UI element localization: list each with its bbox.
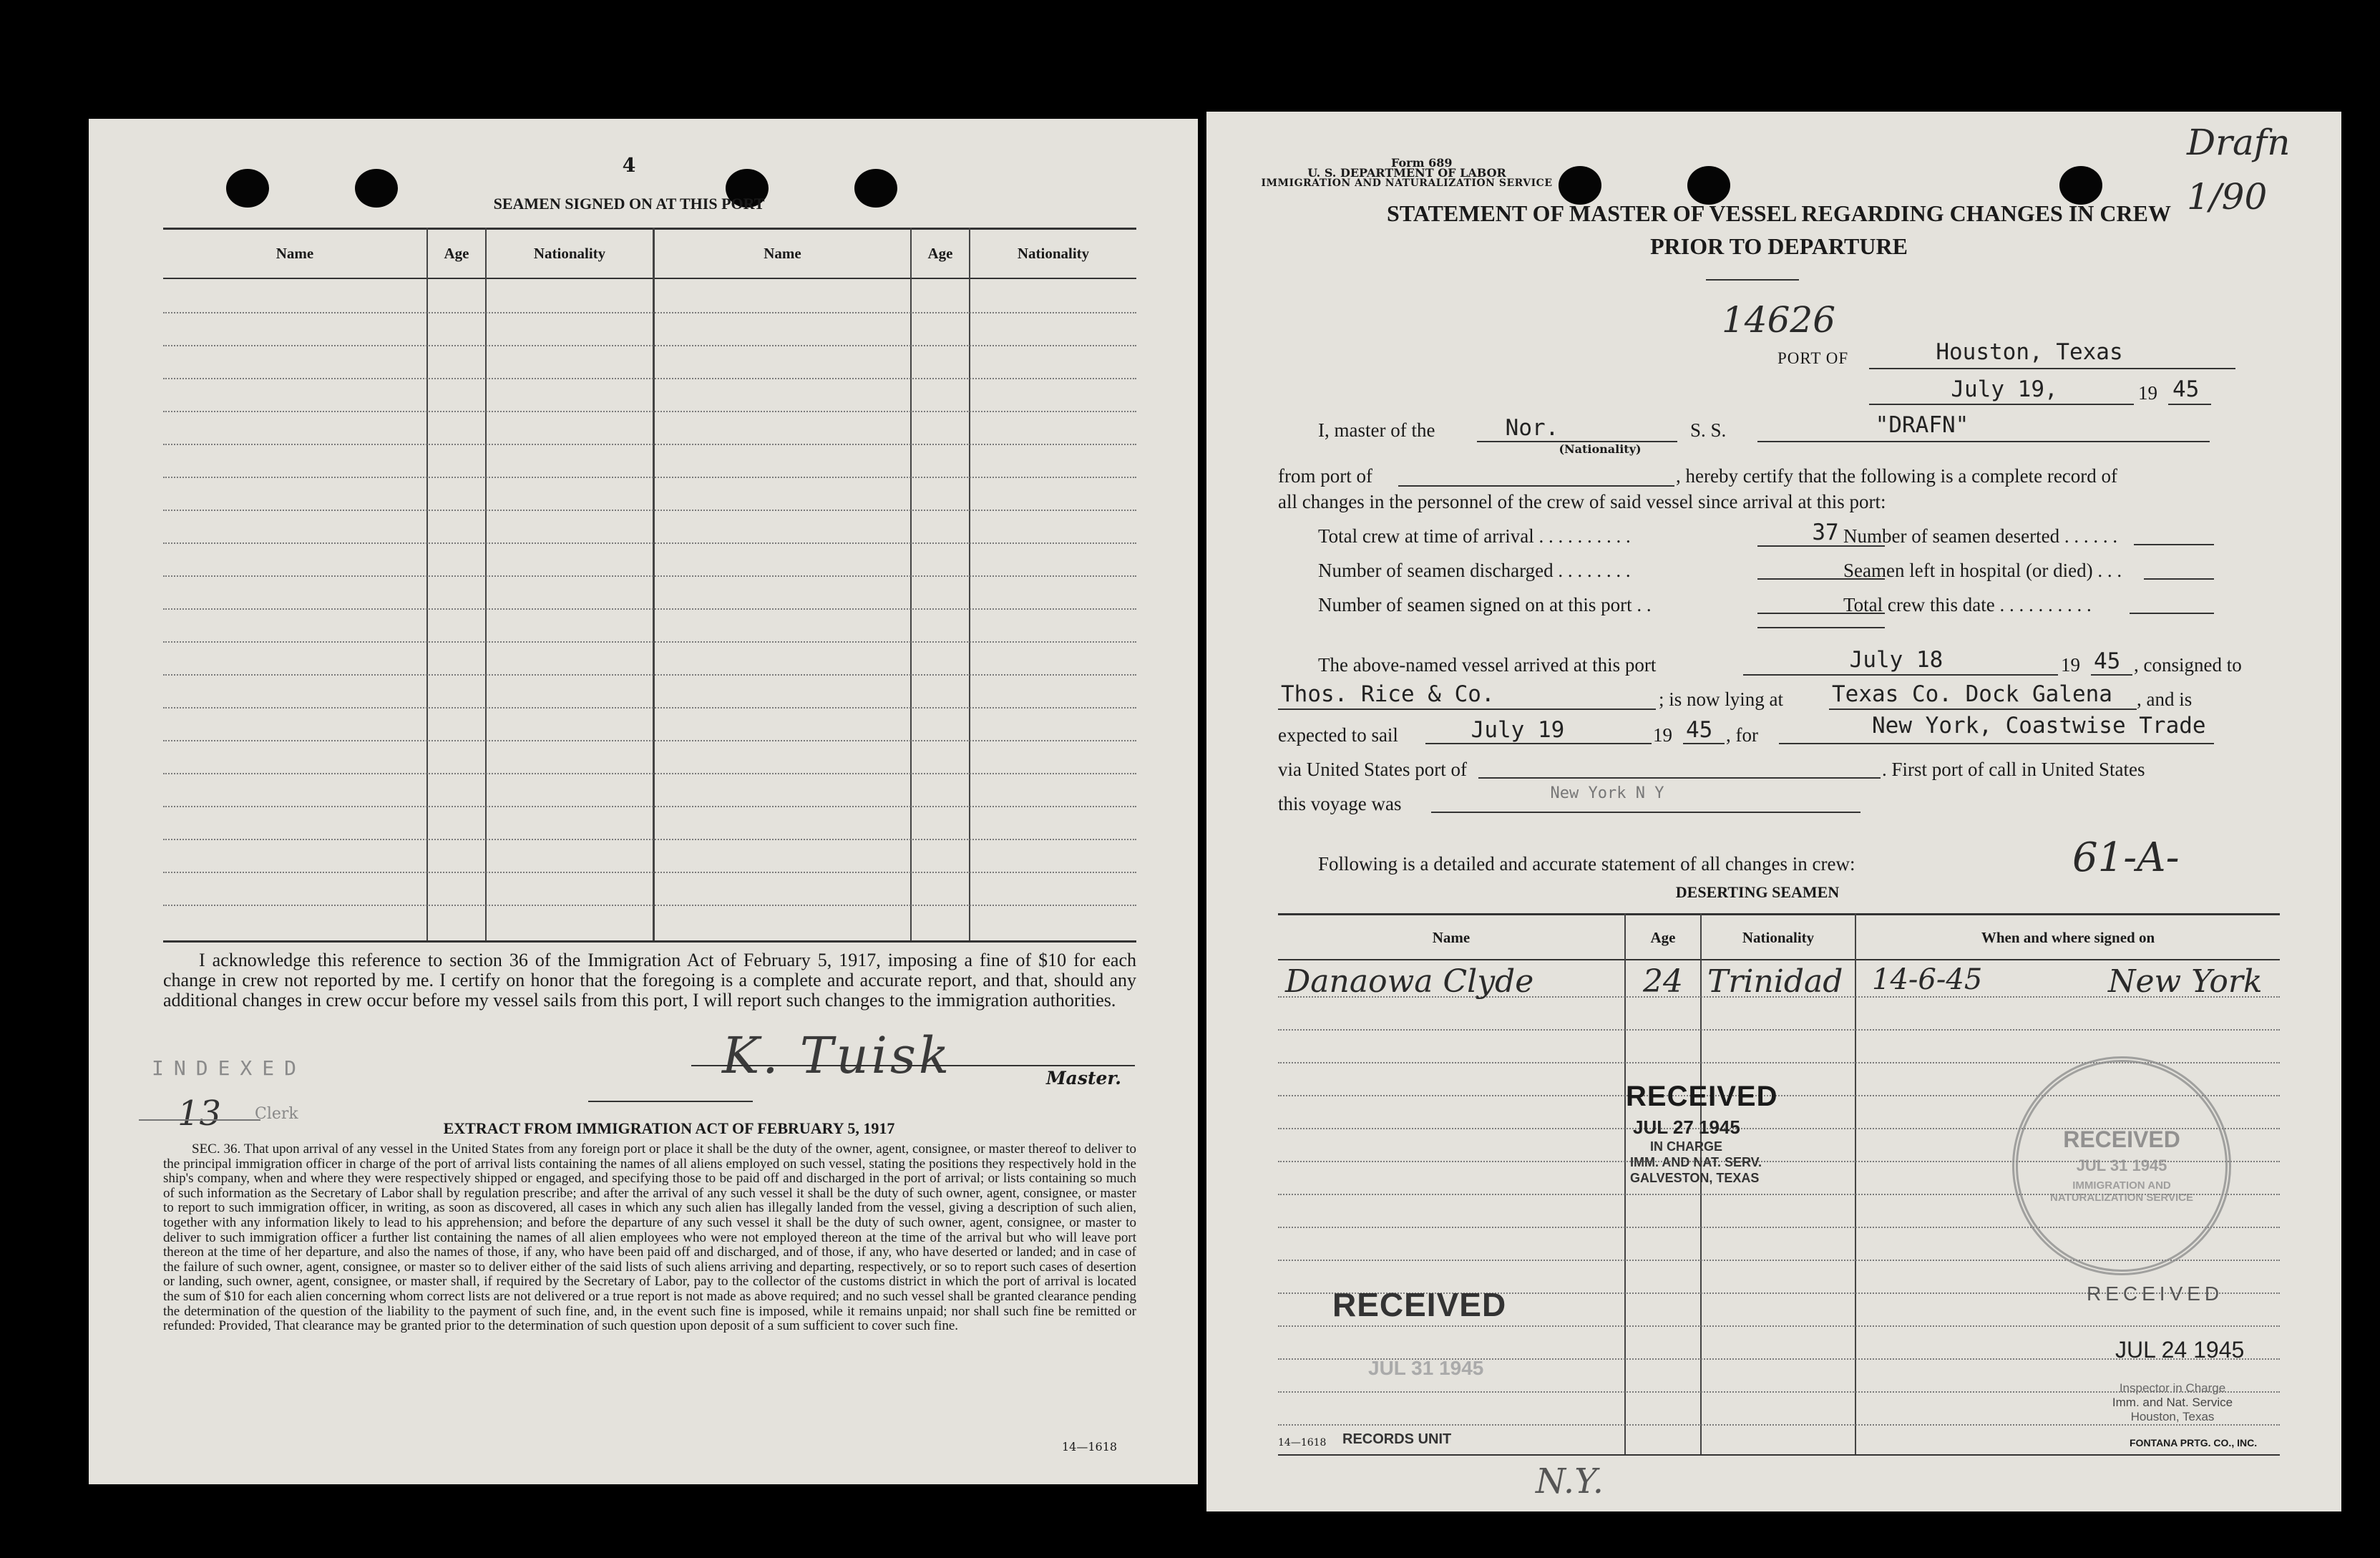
expected-label: expected to sail [1278, 724, 1398, 746]
punch-hole [854, 169, 897, 208]
port-value: Houston, Texas [1936, 339, 2123, 365]
col-header-name: Name [1432, 929, 1471, 946]
houston-stamp-line: Houston, Texas [2130, 1410, 2215, 1423]
from-port-label: from port of [1278, 465, 1372, 487]
col-divider [653, 228, 655, 940]
date-year: 45 [2172, 376, 2200, 402]
received-stamp-line: IMM. AND NAT. SERV. [1630, 1155, 1762, 1169]
voyage-label: this voyage was [1278, 793, 1402, 814]
table-row-rule [1278, 1325, 2280, 1327]
table-row-rule [1278, 1029, 2280, 1031]
records-stamp-date: JUL 31 1945 [1368, 1357, 1484, 1379]
table-row-rule [163, 345, 1136, 346]
deserted-label: Number of seamen deserted . . . . . . [1843, 525, 2118, 547]
master-signature: K. Tuisk [722, 1026, 952, 1085]
department: U. S. DEPARTMENT OF LABOR [1307, 166, 1506, 180]
underline [1431, 812, 1860, 813]
footer-code: 14—1618 [1062, 1440, 1118, 1454]
rule [1706, 279, 1799, 281]
date-value: July 19, [1951, 376, 2058, 402]
table-top-rule [163, 228, 1136, 230]
for-label: , for [1726, 724, 1758, 746]
via-label: via United States port of [1278, 759, 1467, 780]
underline [2130, 613, 2214, 614]
service: IMMIGRATION AND NATURALIZATION SERVICE [1261, 177, 1553, 189]
certify-text-2: all changes in the personnel of the crew of said vessel since arrival at this port: [1278, 491, 1886, 512]
indexed-number: 13 [177, 1094, 222, 1134]
underline [1398, 485, 1674, 487]
underline [1829, 709, 2137, 710]
underline [1869, 368, 2235, 369]
table-row-rule [163, 542, 1136, 544]
master-label: Master. [1046, 1068, 1121, 1089]
table-row-rule [163, 312, 1136, 313]
table-row-rule [163, 740, 1136, 741]
col-header-name: Name [275, 245, 314, 262]
certify-text: , hereby certify that the following is a complete record of [1676, 465, 2118, 487]
extract-text: SEC. 36. That upon arrival of any vessel in the United States from any foreign port or place it shall be the duty of the owner, agent, consignee, or master thereof to deliver to the principal immigration officer in charge of the port of arrival lists containing the names of all aliens employed on such vessel, stating the positions they respectively hold in the ship's company, when and where they were respectively shipped or engaged, and specifying those to be paid off and discharged in the port of arrival; or lists containing so much of such information as the Secretary of Labor shall by regulation prescribe; and after the arrival of any such vessel it shall be the duty of such owner, agent, consignee, or master to report to such immigration officer, in writing, as soon as discovered, all cases in which any such alien has illegally landed from the vessel, giving a description of such alien, together with any information likely to lead to his apprehension; and before the departure of any such vessel it shall be the duty of such owner, agent, consignee, or master to deliver to such immigration officer a further list containing the names of all alien employees who were not employed thereon at the time of the arrival but who will leave port thereon at the time of her departure, and also the names of those, if any, who have been paid off and discharged, and of those, if any, who have deserted or landed; and in case of the failure of such owner, agent, consignee, or master so to deliver either of the said lists of such aliens arriving and departing, respectively, or so to report such cases of desertion or landing, such owner, agent, consignee, or master shall, if required by the Secretary of Labor, pay to the collector of the customs district in which the port of arrival is located the sum of $10 for each alien concerning whom correct lists are not delivered or a true report is not made as above required; and no such vessel shall be granted clearance pending the determination of the question of the liability to the payment of such fine, and, in the event such fine is imposed, while it remains unpaid; nor shall such fine be remitted or refunded: Provided, That clearance may be granted prior to the determination of such question upon deposit of a sum sufficient to cover such fine. [163, 1141, 1136, 1334]
received-stamp-line: GALVESTON, TEXAS [1630, 1171, 1760, 1185]
clerk-line [139, 1119, 260, 1121]
deserter-name: Danaowa Clyde [1285, 963, 1534, 1000]
received-stamp-date: JUL 27 1945 [1633, 1116, 1740, 1138]
corner-number: 1/90 [2187, 176, 2268, 218]
rule [588, 1101, 753, 1102]
table-header-rule [1278, 959, 2280, 960]
deserter-signed-date: 14-6-45 [1872, 963, 1983, 996]
nationality-caption: (Nationality) [1559, 442, 1642, 456]
round-stamp-word: RECEIVED [2063, 1126, 2180, 1152]
discharged-label: Number of seamen discharged . . . . . . . . [1318, 560, 1631, 581]
punch-hole [1687, 166, 1730, 205]
underline [1869, 404, 2134, 405]
underline [2168, 404, 2211, 405]
left-page [89, 119, 1198, 1484]
rule [1757, 627, 1885, 628]
underline [1743, 674, 2058, 676]
table-row-rule [163, 477, 1136, 478]
col-header-age: Age [444, 245, 469, 262]
table-row-rule [163, 444, 1136, 445]
received-stamp-galveston: RECEIVED [1626, 1081, 1778, 1112]
table-row-rule [1278, 1424, 2280, 1426]
underline [1779, 743, 2214, 744]
underline [1425, 743, 1652, 744]
consignee-value: Thos. Rice & Co. [1281, 681, 1495, 707]
col-header-age: Age [927, 245, 953, 262]
certification-text: I acknowledge this reference to section 36 of the Immigration Act of February 5, 1917, imposing a fine of $10 for each change in crew not reported by me. I certify on honor that the foregoing is a complete and accurate report, and that, should any additional changes in crew occur before my vessel sails from this port, I will report such changes to the immigration authorities. [163, 950, 1136, 1011]
punch-hole [226, 169, 269, 208]
received-stamp-line: IN CHARGE [1650, 1139, 1723, 1154]
and-is: , and is [2137, 688, 2193, 710]
col-header-nationality: Nationality [1017, 245, 1090, 262]
houston-stamp-date: JUL 24 1945 [2115, 1337, 2245, 1363]
voyage-value: New York N Y [1550, 784, 1664, 802]
col-header-nationality: Nationality [533, 245, 606, 262]
table-row-rule [163, 839, 1136, 840]
punch-hole [355, 169, 398, 208]
clerk-label: Clerk [255, 1105, 298, 1123]
footer-code: 14—1618 [1278, 1437, 1327, 1449]
port-label: PORT OF [1777, 349, 1849, 367]
table-header-rule [163, 278, 1136, 279]
underline [2134, 544, 2214, 545]
table-row-rule [163, 411, 1136, 412]
destination-value: New York, Coastwise Trade [1872, 713, 2206, 739]
lying-label: ; is now lying at [1659, 688, 1783, 710]
underline [2091, 674, 2132, 676]
underline [1683, 743, 1725, 744]
col-divider [910, 228, 912, 940]
round-received-stamp [2012, 1056, 2231, 1275]
arrived-year: 45 [2094, 648, 2121, 674]
indexed-stamp: INDEXED [152, 1056, 307, 1080]
arrived-value: July 18 [1849, 647, 1943, 673]
table-row-rule [163, 378, 1136, 379]
records-unit: RECORDS UNIT [1342, 1431, 1452, 1447]
table-row-rule [163, 905, 1136, 906]
table-row-rule [163, 872, 1136, 873]
ship-name: "DRAFN" [1875, 412, 1969, 438]
master-label: I, master of the [1318, 419, 1435, 441]
col-header-name: Name [764, 245, 801, 262]
col-divider [485, 228, 487, 940]
corner-note: Drafn [2187, 122, 2291, 163]
table-row-rule [163, 806, 1136, 807]
sail-year: 45 [1686, 717, 1713, 743]
table-bottom-rule [1278, 1454, 2280, 1456]
underline [1278, 709, 1656, 710]
total-today-label: Total crew this date . . . . . . . . . . [1843, 594, 2092, 615]
deserter-age: 24 [1643, 963, 1683, 1000]
form-title-line2: PRIOR TO DEPARTURE [1650, 233, 1908, 259]
punch-hole [2059, 166, 2102, 205]
table-top-rule [1278, 913, 2280, 915]
underline [1478, 777, 1881, 779]
table-row-rule [163, 707, 1136, 709]
following-label: Following is a detailed and accurate statement of all changes in crew: [1318, 853, 1855, 875]
page-number: 4 [622, 155, 636, 177]
ss-label: S. S. [1690, 419, 1727, 441]
col-divider [969, 228, 970, 940]
sail-value: July 19 [1471, 717, 1565, 743]
table-row-rule [163, 641, 1136, 643]
section-title: SEAMEN SIGNED ON AT THIS PORT [493, 195, 765, 213]
table-row-rule [163, 575, 1136, 577]
underline [2144, 578, 2214, 580]
date-year-prefix: 19 [2138, 382, 2157, 404]
first-port-label: . First port of call in United States [1882, 759, 2145, 780]
col-divider [426, 228, 428, 940]
col-divider [1855, 913, 1856, 1454]
deserter-signed-place: New York [2108, 963, 2263, 1000]
form-number: Form 689 [1391, 156, 1453, 170]
received-stamp-records: RECEIVED [1332, 1286, 1507, 1323]
houston-stamp-line: Imm. and Nat. Service [2112, 1396, 2233, 1409]
underline [1757, 441, 2210, 442]
table-row-rule [163, 674, 1136, 676]
total-crew-label: Total crew at time of arrival . . . . . . . . . . [1318, 525, 1631, 547]
nationality-value: Nor. [1505, 415, 1559, 441]
printer-credit: FONTANA PRTG. CO., INC. [2130, 1437, 2258, 1449]
table-row-rule [163, 608, 1136, 610]
signed-on-label: Number of seamen signed on at this port . . [1318, 594, 1652, 615]
round-stamp-date: JUL 31 1945 [2076, 1157, 2167, 1174]
sail-year-prefix: 19 [1653, 724, 1672, 746]
deserter-nationality: Trinidad [1707, 963, 1843, 1000]
deserting-title: DESERTING SEAMEN [1675, 883, 1840, 901]
round-stamp-text: IMMIGRATION AND NATURALIZATION SERVICE [2049, 1179, 2193, 1204]
col-header-nationality: Nationality [1742, 929, 1815, 946]
lying-value: Texas Co. Dock Galena [1832, 681, 2112, 707]
handwritten-code: 61-A- [2072, 834, 2180, 881]
arrived-year-prefix: 19 [2061, 654, 2080, 676]
total-crew-value: 37 [1812, 520, 1839, 545]
col-header-signed-on: When and where signed on [1981, 929, 2155, 946]
houston-stamp-line: Inspector in Charge [2119, 1381, 2226, 1395]
punch-hole [1559, 166, 1601, 205]
extract-title: EXTRACT FROM IMMIGRATION ACT OF FEBRUARY 5, 1917 [443, 1119, 895, 1137]
col-header-age: Age [1650, 929, 1676, 946]
table-row-rule [163, 510, 1136, 511]
arrived-label: The above-named vessel arrived at this port [1318, 654, 1657, 676]
consigned-label: , consigned to [2134, 654, 2242, 676]
received-stamp-houston: RECEIVED [2087, 1282, 2224, 1305]
right-page [1206, 112, 2341, 1511]
file-number: 14626 [1722, 299, 1836, 341]
hospital-label: Seamen left in hospital (or died) . . . [1843, 560, 2122, 581]
table-bottom-rule [163, 940, 1136, 943]
table-row-rule [163, 773, 1136, 774]
form-title-line1: STATEMENT OF MASTER OF VESSEL REGARDING CHANGES IN CREW [1387, 200, 2171, 226]
bottom-note: N.Y. [1536, 1461, 1604, 1501]
signature-line [691, 1065, 1135, 1066]
